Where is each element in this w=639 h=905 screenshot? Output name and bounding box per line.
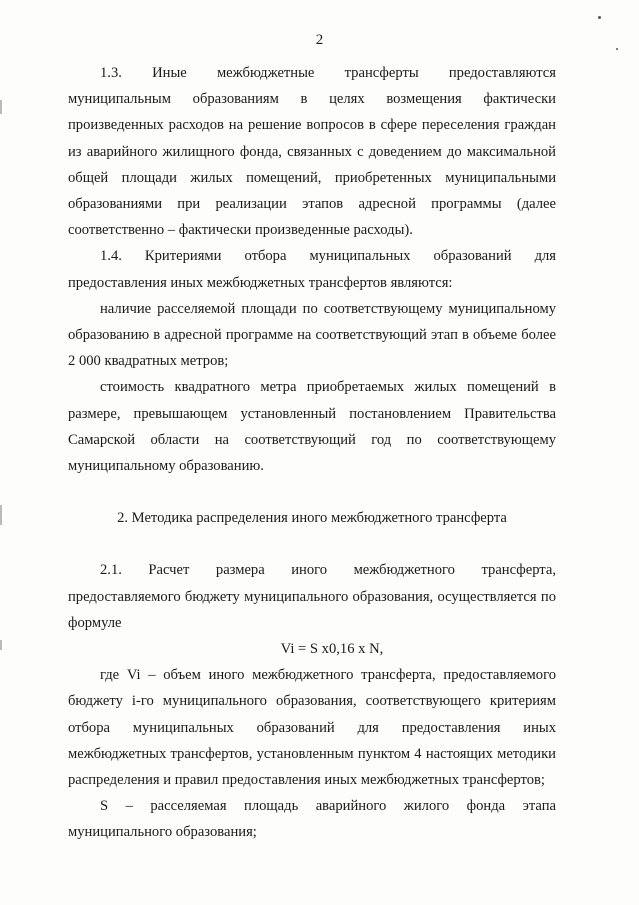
scan-speck [616,48,618,50]
formula: Vi = S x0,16 x N, [280,641,384,658]
paragraph-2-1: 2.1. Расчет размера иного межбюджетного трансферта, предоставляемого бюджету муниципального образования, осуществляется по формуле [68,562,556,631]
paragraph-1-3: 1.3. Иные межбюджетные трансферты предоставляются муниципальным образованиям в целях возмещения фактически произведенных расходов на решение вопросов в сфере переселения граждан из аварийного жилищного фонда, связанных с доведением до максимальной общей площади жилых помещений, приобретенных муниципальными образованиями при реализации этапов адресной программы (далее соответственно – фактически произведенные расходы). [68,65,556,239]
document-body [68,60,556,846]
paragraph-1-4: 1.4. Критериями отбора муниципальных образований для предоставления иных межбюджетных трансфертов являются: [68,248,556,291]
page-number: 2 [315,32,324,48]
scan-edge-mark [0,100,2,114]
scan-speck [598,16,601,19]
criterion-price: стоимость квадратного метра приобретаемых жилых помещений в размере, превышающем установленный постановлением Правительства Самарской области на соответствующий год по соответствующему муниципальному образованию. [68,379,556,475]
scan-edge-mark [0,640,2,650]
criterion-area: наличие расселяемой площади по соответствующему муниципальному образованию в адресной программе на соответствующий этап в объеме более 2 000 квадратных метров; [68,300,556,370]
definition-s: S – расселяемая площадь аварийного жилого фонда этапа муниципального образования; [68,798,556,841]
section-2-heading: 2. Методика распределения иного межбюджетного трансферта [117,510,507,527]
definition-vi: где Vi – объем иного межбюджетного трансферта, предоставляемого бюджету i-го муниципального образования, соответствующего критериям отбора муниципальных образований для предоставления иных межбюджетных трансфертов, установленным пунктом 4 настоящих методики распределения и правил предоставления иных межбюджетных трансфертов; [68,667,556,789]
scan-edge-mark [0,505,2,525]
